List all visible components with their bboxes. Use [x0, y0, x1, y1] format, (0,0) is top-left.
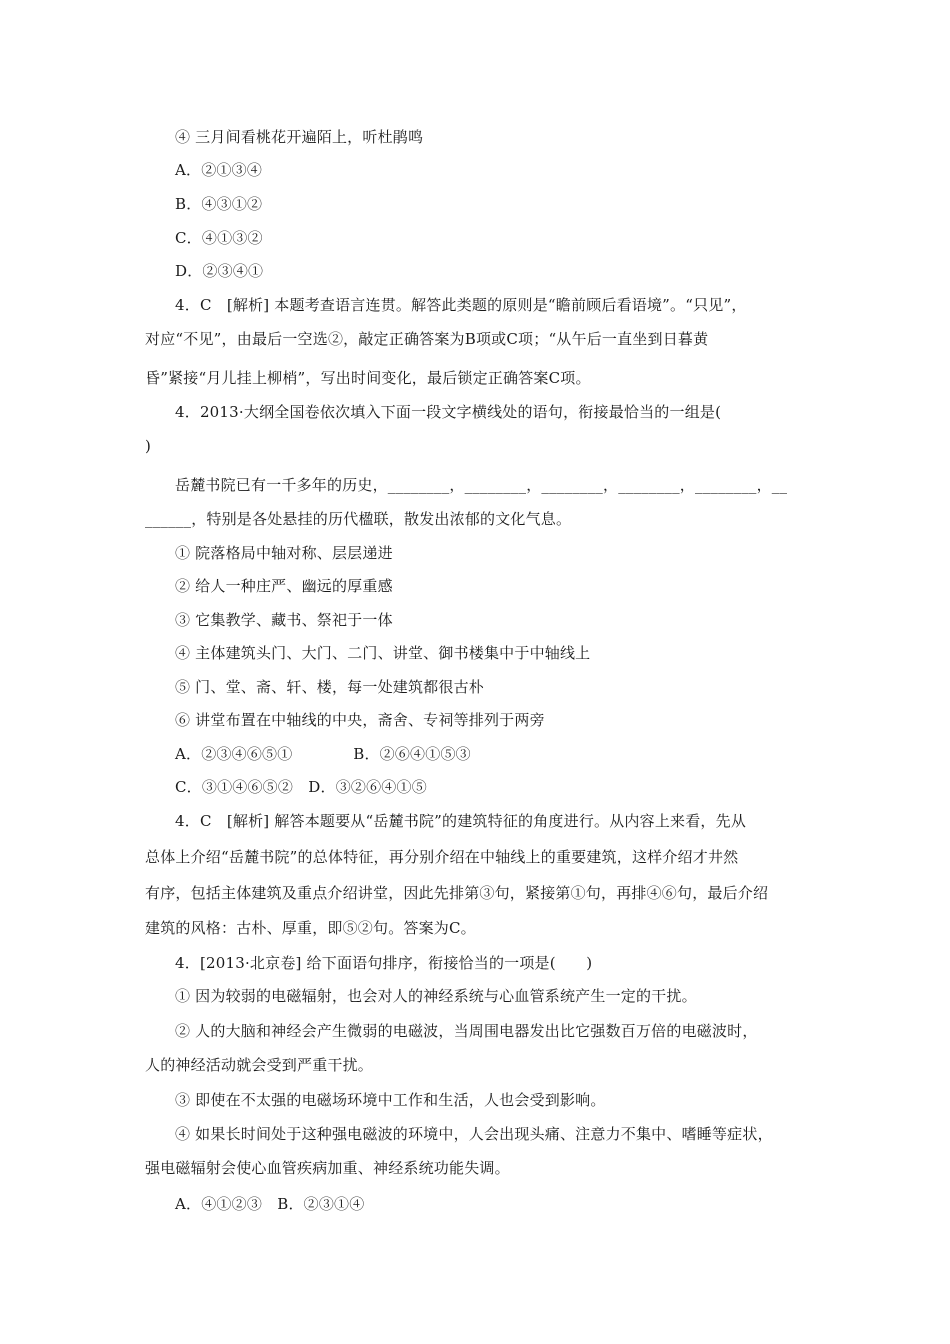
sentence-item: ④ 如果长时间处于这种强电磁波的环境中，人会出现头痛、注意力不集中、嗜睡等症状，	[175, 1125, 773, 1143]
question-stem: 4．[2013·北京卷] 给下面语句排序，衔接恰当的一项是( )	[175, 954, 593, 972]
question-stem: )	[145, 437, 152, 455]
explanation-text: 总体上介绍“岳麓书院”的总体特征，再分别介绍在中轴线上的重要建筑，这样介绍才井然	[145, 848, 739, 866]
explanation-text: 4．C [解析] 本题考查语言连贯。解答此类题的原则是“瞻前顾后看语境”。“只见”，	[175, 296, 747, 314]
sentence-item: ③ 它集教学、藏书、祭祀于一体	[175, 611, 393, 629]
sentence-item: ④ 主体建筑头门、大门、二门、讲堂、御书楼集中于中轴线上	[175, 644, 591, 662]
sentence-item: ⑤ 门、堂、斋、轩、楼，每一处建筑都很古朴	[175, 678, 484, 696]
explanation-text: 对应“不见”，由最后一空选②，敲定正确答案为B项或C项；“从午后一直坐到日暮黄	[145, 330, 709, 348]
passage-text: ______，特别是各处悬挂的历代楹联，散发出浓郁的文化气息。	[145, 510, 572, 528]
sentence-item: ③ 即使在不太强的电磁场环境中工作和生活，人也会受到影响。	[175, 1091, 606, 1109]
sentence-item: ⑥ 讲堂布置在中轴线的中央，斋舍、专祠等排列于两旁	[175, 711, 545, 729]
sentence-item: 强电磁辐射会使心血管疾病加重、神经系统功能失调。	[145, 1159, 510, 1177]
sentence-item: ① 因为较弱的电磁辐射，也会对人的神经系统与心血管系统产生一定的干扰。	[175, 987, 697, 1005]
answer-choice-b: B．④③①②	[175, 195, 263, 213]
answer-choice-c: C．④①③②	[175, 229, 263, 247]
explanation-text: 建筑的风格：古朴、厚重，即⑤②句。答案为C。	[145, 919, 476, 937]
answer-choice-a: A．②①③④	[175, 161, 263, 179]
explanation-text: 有序，包括主体建筑及重点介绍讲堂，因此先排第③句，紧接第①句，再排④⑥句，最后介绍	[145, 884, 769, 902]
answer-choices: C．③①④⑥⑤② D．③②⑥④①⑤	[175, 778, 427, 796]
sentence-item: ② 给人一种庄严、幽远的厚重感	[175, 577, 393, 595]
answer-choice-d: D．②③④①	[175, 262, 264, 280]
option-line: ④ 三月间看桃花开遍陌上，听杜鹃鸣	[175, 128, 424, 146]
sentence-item: 人的神经活动就会受到严重干扰。	[145, 1056, 374, 1074]
answer-choices: A．②③④⑥⑤① B．②⑥④①⑤③	[175, 745, 471, 763]
question-stem: 4．2013·大纲全国卷依次填入下面一段文字横线处的语句，衔接最恰当的一组是(	[175, 403, 722, 421]
passage-text: 岳麓书院已有一千多年的历史，________，________，________，________，________，__	[175, 476, 788, 494]
explanation-text: 4．C [解析] 解答本题要从“岳麓书院”的建筑特征的角度进行。从内容上来看，先从	[175, 812, 747, 830]
explanation-text: 昏”紧接“月儿挂上柳梢”，写出时间变化，最后锁定正确答案C项。	[145, 369, 591, 387]
sentence-item: ② 人的大脑和神经会产生微弱的电磁波，当周围电器发出比它强数百万倍的电磁波时，	[175, 1022, 758, 1040]
sentence-item: ① 院落格局中轴对称、层层递进	[175, 544, 393, 562]
answer-choices: A．④①②③ B．②③①④	[175, 1195, 365, 1213]
